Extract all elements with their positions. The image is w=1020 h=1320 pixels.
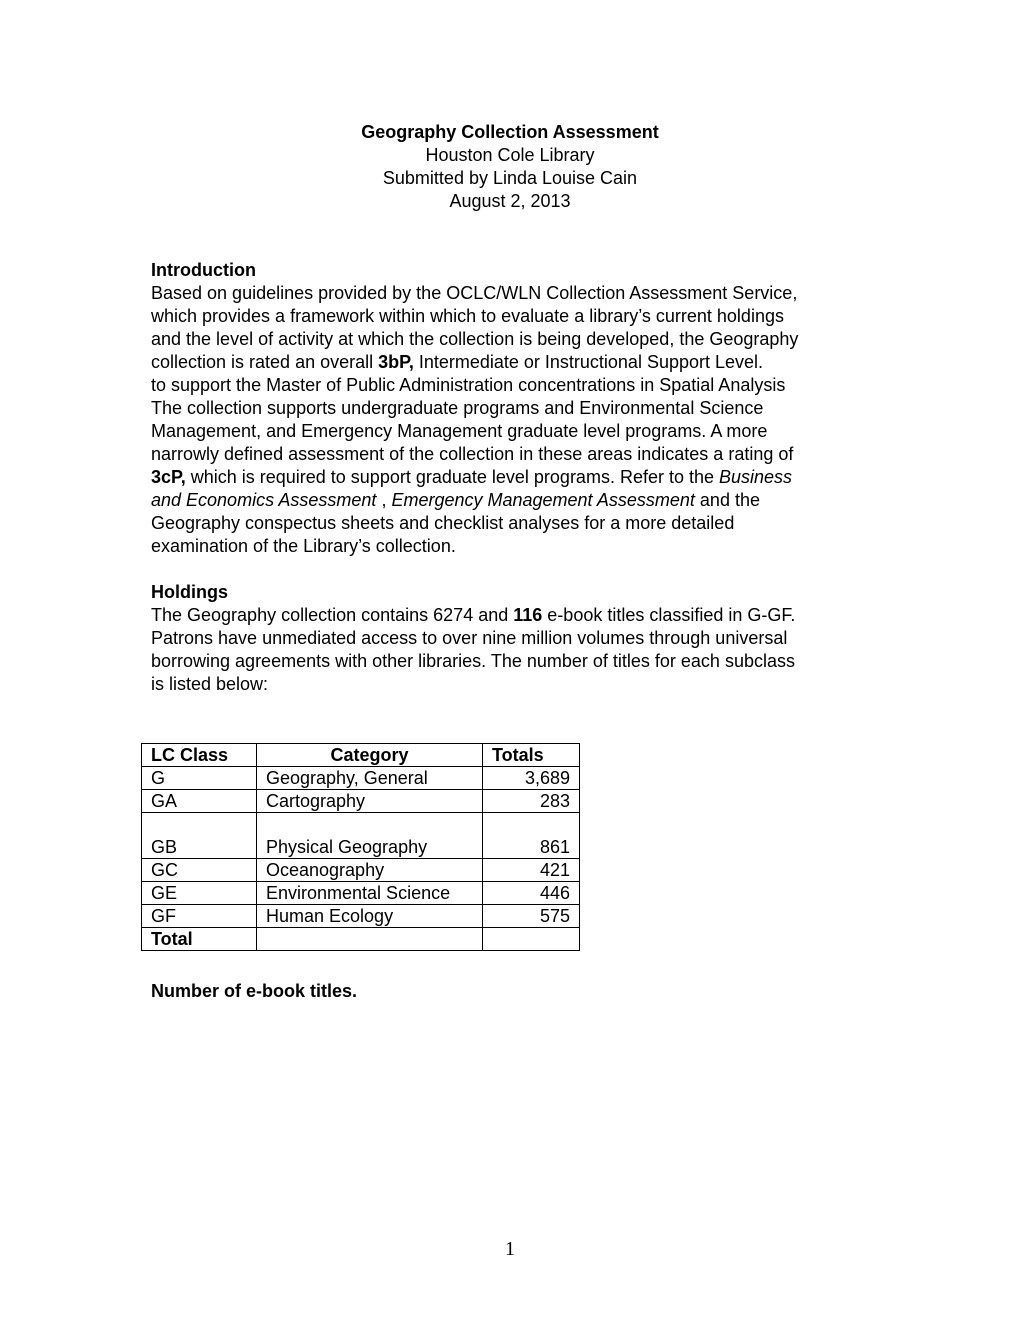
totals-cell: 283 bbox=[483, 790, 580, 813]
text-segment: Patrons have unmediated access to over nine million volumes through universal bbox=[151, 628, 788, 648]
header-totals: Totals bbox=[483, 744, 580, 767]
text-segment: to support the Master of Public Administration concentrations in Spatial Analysis bbox=[151, 375, 786, 395]
lc-class-cell: GF bbox=[142, 905, 257, 928]
totals-cell bbox=[483, 928, 580, 951]
text-segment: and the level of activity at which the collection is being developed, the Geography bbox=[151, 329, 799, 349]
holdings-paragraph bbox=[151, 604, 891, 696]
text-line bbox=[151, 604, 891, 627]
totals-cell: 446 bbox=[483, 882, 580, 905]
text-segment: The Geography collection contains 6274 and bbox=[151, 605, 514, 625]
table-header-row bbox=[142, 744, 580, 767]
holdings-heading: Holdings bbox=[151, 582, 228, 602]
text-line bbox=[151, 282, 891, 305]
text-segment: borrowing agreements with other libraries. The number of titles for each subclass bbox=[151, 651, 795, 671]
text-segment: which provides a framework within which to evaluate a library’s current holdings bbox=[151, 306, 784, 326]
submitted-by: Submitted by Linda Louise Cain bbox=[382, 168, 638, 188]
text-segment: , bbox=[376, 490, 392, 510]
totals-cell: 575 bbox=[483, 905, 580, 928]
introduction-section bbox=[151, 259, 891, 558]
text-line bbox=[151, 535, 891, 558]
lc-class-cell: GC bbox=[142, 859, 257, 882]
text-segment: 3cP, bbox=[151, 467, 186, 487]
text-segment: e-book titles classified in G-GF. bbox=[542, 605, 796, 625]
text-segment: examination of the Library’s collection. bbox=[151, 536, 456, 556]
category-cell bbox=[257, 928, 483, 951]
text-line bbox=[151, 673, 891, 696]
text-segment: Based on guidelines provided by the OCLC/WLN Collection Assessment Service, bbox=[151, 283, 798, 303]
holdings-table bbox=[141, 743, 580, 951]
table-row bbox=[142, 790, 580, 813]
text-segment: Intermediate or Instructional Support Level. bbox=[413, 352, 764, 372]
text-segment: which is required to support graduate level programs. Refer to the bbox=[185, 467, 719, 487]
table-row bbox=[142, 859, 580, 882]
table-row bbox=[142, 882, 580, 905]
text-segment: 3bP, bbox=[378, 352, 414, 372]
category-cell: Cartography bbox=[257, 790, 483, 813]
page-number: 1 bbox=[505, 1238, 515, 1260]
header-category: Category bbox=[257, 744, 483, 767]
text-segment: 116 bbox=[513, 605, 543, 625]
text-segment: Business bbox=[719, 467, 793, 487]
text-line bbox=[151, 305, 891, 328]
text-line bbox=[151, 351, 891, 374]
text-segment: Management, and Emergency Management graduate level programs. A more bbox=[151, 421, 768, 441]
document-date: August 2, 2013 bbox=[449, 191, 571, 211]
text-line bbox=[151, 650, 891, 673]
category-cell: Geography, General bbox=[257, 767, 483, 790]
text-line bbox=[151, 466, 891, 489]
table-row bbox=[142, 813, 580, 859]
table-row bbox=[142, 767, 580, 790]
lc-class-cell: GB bbox=[142, 813, 257, 859]
category-cell: Environmental Science bbox=[257, 882, 483, 905]
totals-cell: 3,689 bbox=[483, 767, 580, 790]
header-lc-class: LC Class bbox=[142, 744, 257, 767]
text-line bbox=[151, 328, 891, 351]
table-row bbox=[142, 905, 580, 928]
text-line bbox=[151, 420, 891, 443]
text-line bbox=[151, 397, 891, 420]
introduction-paragraph bbox=[151, 282, 891, 558]
text-segment: The collection supports undergraduate programs and Environmental Science bbox=[151, 398, 764, 418]
introduction-heading: Introduction bbox=[151, 260, 256, 280]
text-segment: narrowly defined assessment of the collection in these areas indicates a rating of bbox=[151, 444, 794, 464]
table-row bbox=[142, 928, 580, 951]
text-line bbox=[151, 512, 891, 535]
text-segment: and the bbox=[694, 490, 760, 510]
ebook-heading: Number of e-book titles. bbox=[151, 981, 358, 1001]
text-segment: is listed below: bbox=[151, 674, 269, 694]
document-title: Geography Collection Assessment bbox=[361, 122, 659, 142]
totals-cell: 861 bbox=[483, 813, 580, 859]
category-cell: Oceanography bbox=[257, 859, 483, 882]
lc-class-cell: G bbox=[142, 767, 257, 790]
totals-cell: 421 bbox=[483, 859, 580, 882]
holdings-section bbox=[151, 581, 891, 696]
category-cell: Physical Geography bbox=[257, 813, 483, 859]
text-line bbox=[151, 489, 891, 512]
text-segment: collection is rated an overall bbox=[151, 352, 379, 372]
library-name: Houston Cole Library bbox=[425, 145, 595, 165]
text-segment: Geography conspectus sheets and checklist analyses for a more detailed bbox=[151, 513, 735, 533]
lc-class-cell: GA bbox=[142, 790, 257, 813]
text-segment: Emergency Management Assessment bbox=[391, 490, 695, 510]
text-line bbox=[151, 443, 891, 466]
category-cell: Human Ecology bbox=[257, 905, 483, 928]
text-line bbox=[151, 627, 891, 650]
text-segment: and Economics Assessment bbox=[151, 490, 377, 510]
lc-class-cell: Total bbox=[142, 928, 257, 951]
text-line bbox=[151, 374, 891, 397]
lc-class-cell: GE bbox=[142, 882, 257, 905]
